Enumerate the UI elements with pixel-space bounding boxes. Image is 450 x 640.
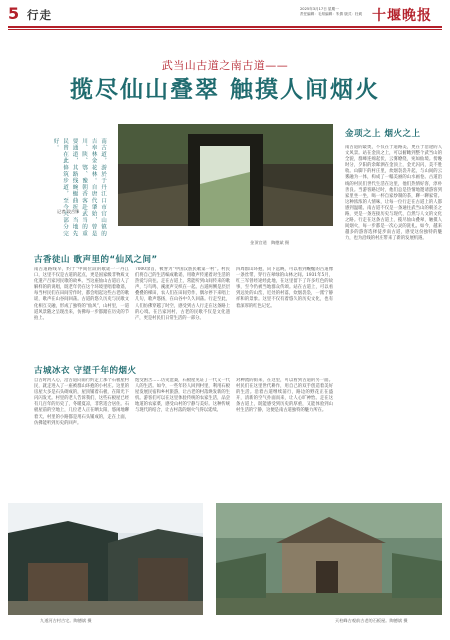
section-3-body: 南古道的最奥，不仅在于道路美，更在于沿途的人文风景。站在金顶之上，可以俯瞰到整个武当山的全貌，群峰连绵起伏，云雾缭绕，宛如仙境。傍晚时分，夕阳的余晖洒在金顶上，金光闪闪，美不胜收。山脚下的村庄里，炊烟袅袅升起，与山间的云雾融为一体，构成了一幅美丽的山水画卷。古道沿线的村民们世代生活在这里，他们热情好客，淳朴善良。当游客路过时，他们总是热情地邀请游客到家里坐一坐，喝一杯自家炒制的茶，聊一聊家常。这种浓浓的人情味，让每一位行走在古道上的人都感到温暖。南古道不仅是一条通往武当山的朝圣之路，更是一条连接历史与现代、自然与人文的文化之路。行走在这条古道上，揽尽仙山叠翠，触摸人间烟火，每一步都是一次心灵的洗礼。如今，越来越多的游客选择徒步南古道，感受这份独特的魅力，也为沿线的村庄带来了新的发展机遇。: [345, 145, 442, 242]
section-2-heading: 古城冰衣 守望千年的烟火: [34, 366, 137, 376]
article-title: 揽尽仙山叠翠 触摸人间烟火: [69, 77, 380, 103]
section-2-col-3: 对种流的街来，在这里，可以看到古道的另一面。村民们在这里世代耕作，用自己的双手创造着美好的生活。沿着古道继续前行，路边的野花正在盛开，清新的空气扑面而来，让人心旷神怡。走在这条古道上，既能感受到历史的厚重，又能体验到山村生活的宁静，这便是南古道独特的魅力所在。: [236, 378, 333, 414]
article-subtitle: 武当山古道之南古道——: [161, 59, 289, 72]
intro-text: 南古道，游於于丹江口市官山镇的吉奉林金花林。自唐代肇始，曾是川、陕、鄂、豫朝香客赴武当的重要通道，其路线蜿蜒曲折，当地先民曾在此修筑步道，至今大部分完好。: [52, 138, 106, 237]
bottom-right-photo: [216, 503, 442, 615]
header-rule: [8, 26, 442, 28]
section-1-heading: 古香徒山 歌声里的“仙风之间”: [34, 255, 158, 265]
header-rule-thin: [8, 29, 442, 30]
bottom-left-photo: [8, 503, 203, 615]
section-2-col-1: 自古时河人心，沿古道向南行约走上那个石板屋村民，就走进入了一座被群山环抱的小村庄。这里的房屋大多是石头砌成的，屋顶铺着石板，在阳光下闪闪发光。村里的老人告诉我们，这些石板屋已经有几百年的历史了，冬暖夏凉，非常适合居住。石板屋前的空地上，几位老人正在晒太阳，悠闲地聊着天。村里的小路都是用石头铺成的，走在上面，仿佛能听到历史的回声。: [34, 378, 129, 426]
section-1-col-1: 南古道路线早，约于“中间位段的歌谣一一丹江口，这里不仅是古道的起点，更是国家级非物质文化遗产吕家河民歌的故乡。当这座仙山古道后人了解样的的说唱，既老年仍在这个环境里唱着歌谣，每当村民们在田间劳作时，都会唱起这些古老的歌谣，歌声在山谷间回荡。古道的悠久历史与民歌文化相互交融，形成了独特的“仙风”，山村里，一道道风景随之呈现出来，仿佛每一步都踏在历史的节拍上。: [34, 267, 129, 321]
newspaper-logo: 十堰晚报: [372, 8, 432, 24]
section-2-col-2: 饱受困苦……历史沧桑，石板屋见证了一代又一代人的生活。如今，一些年轻人回到村里，利用石板屋发展民宿和乡村旅游，让古老的村落焕发新的生机。游客们可以在这里体验传统的农家生活，品尝地道的农家菜，感受山村的宁静与美好。这种传统与现代的结合，让古村落的烟火气得以延续。: [135, 378, 230, 414]
stone-gate-image: [118, 124, 333, 226]
stone-house-image: [216, 503, 442, 615]
page-number: 5: [8, 4, 20, 23]
top-photo-caption: 金顶官道 陶德斌 摄: [250, 240, 290, 245]
section-1-col-3: 四周群山环抱，向下远眺，可以看到蜿蜒的古道像一条丝带，穿行在翠绿的山林之间。1931年5月，红三军曾经途经此地，在这里留下了许多红色的故事，至今仍被当地群众传颂。站在古道上，可以看到远处的山峦，近处的村落，炊烟袅袅，一派宁静祥和的景象。这里不仅有着悠久的历史文化，也有着深厚的红色记忆。: [236, 267, 333, 309]
issue-date: 2025年3月17日 星期一: [300, 7, 339, 11]
intro-block: [50, 138, 105, 248]
section-label: 行走: [27, 8, 52, 22]
issue-meta: [300, 7, 368, 17]
section-1-col-2: 7000余首，被誉为“中国汉族民歌第一村”。村民们将自己的生活编成歌谣，用歌声传递着对生活的热爱与向往。走在古道上，常能听到山间传来的歌声，与鸟鸣、溪流声交织在一起。古道两侧是层层叠叠的梯田，农人们在田间劳作，偶尔停下来唱上几句，歌声悠扬，在山谷中久久回荡。行走至此，人们仿佛穿越了时空，感受到古人行走在这条路上的心境。在吕家河村，古老的民歌不仅是文化遗产，更是村民们日常生活的一部分。: [135, 267, 230, 321]
section-3-heading: 金项之上 烟火之上: [345, 129, 421, 139]
byline: 记者 段吉锋: [57, 209, 80, 214]
bottom-left-caption: 九道河古村古宅。陶德斌 摄: [40, 618, 92, 623]
top-photo: [118, 124, 333, 226]
old-village-image: [8, 503, 203, 615]
bottom-right-caption: 天柱峰古观前古老的石板屋。陶德斌 摄: [335, 618, 408, 623]
issue-editors: 责任编辑：毛易编辑：朱倩 版式：杜莉: [300, 12, 363, 16]
